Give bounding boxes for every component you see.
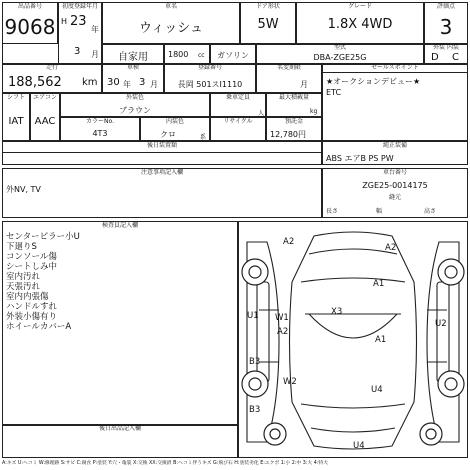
era: H (61, 17, 68, 26)
notes-text: 外NV, TV (6, 185, 41, 194)
rec-unit: 系 (200, 134, 207, 141)
model-value: ウィッシュ (139, 21, 203, 36)
int-grade: C (452, 52, 459, 63)
ac-value: AAC (34, 116, 56, 127)
grade-value: 1.8X 4WD (327, 17, 393, 32)
damage-mark: A2 (277, 327, 289, 337)
inspector-title: 検査員記入欄 (101, 222, 138, 229)
use-value: 自家用 (118, 52, 148, 63)
plate-label: 登録番号 (197, 64, 222, 71)
inspector-item: コンソール傷 (6, 252, 57, 262)
damage-mark: U4 (353, 441, 365, 451)
damage-mark: A2 (283, 237, 295, 247)
damage-mark: U4 (371, 385, 383, 395)
inspection-year-unit: 年 (123, 80, 131, 89)
inspector-item: 外装小傷有り (6, 312, 58, 322)
inspection-label: 車検 (126, 64, 139, 71)
doors-label: ドア形状 (256, 3, 280, 10)
ext-grade: D (431, 52, 439, 63)
ext-color-label: 外装色 (125, 94, 144, 101)
damage-mark: B3 (249, 405, 261, 415)
name-change-label: 名変期限 (276, 64, 301, 71)
car-outline (290, 232, 417, 449)
score-label: 評価点 (436, 3, 455, 10)
model-label: 車名 (164, 3, 177, 10)
int-color-value: クロ (160, 130, 176, 139)
int-color-label: 内装色 (165, 118, 184, 125)
inspector-item: シートしみ中 (6, 262, 58, 272)
deposit-label: 預託金 (284, 118, 303, 125)
length-label: 長さ (326, 208, 339, 215)
score-value: 3 (439, 15, 453, 39)
chassis-size-title: 縫元 (388, 194, 401, 201)
inspector-item: 室内内張傷 (6, 292, 49, 302)
inspector-item: 室内汚れ (6, 272, 41, 282)
month-value: 3 (74, 46, 81, 57)
damage-mark: A2 (385, 243, 397, 253)
sales-line-2: ETC (326, 88, 342, 97)
plate-value: 長岡 501スI1110 (177, 80, 243, 89)
doors-value: 5W (257, 17, 279, 32)
damage-mark: X3 (331, 307, 343, 317)
seats-label: 乗車定員 (225, 94, 250, 101)
sales-line-1: ★オークションデビュー★ (326, 77, 421, 86)
inspector-item: センターピラー小U (6, 232, 80, 242)
mileage-label: 走行 (45, 64, 58, 71)
type-label: 型式 (333, 44, 346, 51)
color-no-value: 4T3 (92, 129, 108, 138)
width-label: 幅 (376, 208, 383, 215)
rear-equip-label: 後日装置類 (146, 142, 177, 149)
ac-label: エアコン (33, 94, 57, 101)
equipment-title: 純正装備 (382, 142, 407, 149)
load-label: 最大積載量 (278, 94, 309, 101)
damage-mark: W1 (275, 313, 289, 323)
inspector-list (6, 232, 80, 332)
sales-box (322, 63, 468, 141)
inspector-item: 天張汚れ (6, 282, 41, 292)
chassis-title: 車台番号 (382, 169, 407, 176)
fuel-value: ガソリン (217, 51, 249, 60)
rec-label: リサイクル (223, 118, 253, 125)
damage-mark: B3 (249, 357, 261, 367)
type-value: DBA-ZGE25G (313, 53, 367, 62)
seats-unit: 人 (258, 110, 265, 117)
int-ext-label: 外装 内装 (433, 44, 459, 51)
inspection-month-unit: 月 (150, 80, 158, 89)
chassis-value: ZGE25-0014175 (362, 181, 428, 190)
lot-label: 出品番号 (17, 3, 42, 10)
year-value: 23 (70, 14, 87, 29)
notes-title: 注意事項記入欄 (140, 169, 183, 176)
year-label: 初度登録年月 (61, 3, 98, 10)
damage-mark: A1 (375, 335, 387, 345)
inspection-year: 30 (107, 77, 120, 88)
rear-bottom-title: 後日出品記入欄 (98, 425, 141, 432)
load-unit: kg (310, 108, 318, 115)
damage-mark: W2 (283, 377, 297, 387)
sales-title: セールスポイント (322, 64, 468, 73)
mileage-unit: km (82, 77, 98, 88)
color-no-label: カラーNo. (86, 118, 114, 125)
inspector-item: ホイールカバーA (6, 322, 72, 332)
lot-number: 9068 (4, 15, 56, 39)
year-unit: 年 (91, 25, 99, 34)
equipment-value: ABS エアB PS PW (326, 154, 394, 163)
grade-label: グレード (347, 3, 372, 10)
shift-value: IAT (8, 116, 24, 127)
displacement-value: 1800 (168, 50, 189, 59)
damage-mark: U1 (247, 311, 259, 321)
inspector-item: 下廻りS (6, 242, 37, 252)
month-unit: 月 (91, 50, 99, 59)
inspection-month: 3 (139, 77, 146, 88)
car-diagram (239, 222, 467, 457)
deposit-value: 12,780円 (270, 130, 306, 139)
damage-mark: U2 (435, 319, 447, 329)
mileage-value: 188,562 (8, 75, 62, 90)
cc-unit: cc (198, 52, 205, 59)
height-label: 高さ (424, 208, 437, 215)
shift-label: シフト (6, 94, 25, 101)
damage-legend: A:キズ U:ヘコミ W:修理跡 S:サビ C:腐食 P:塗装 Y:穴・亀裂 X:交換 XX:交換済 B:ヘコミ伴うキズ G:飛び石 H:塗装劣化 E:エクボ 1:小 2:中 3:大 4:特大 (2, 461, 329, 466)
ext-color-value: ブラウン (119, 106, 151, 115)
inspector-item: ハンドルすれ (6, 302, 58, 312)
damage-mark: A1 (373, 279, 385, 289)
name-change-value: 月 (300, 80, 308, 89)
